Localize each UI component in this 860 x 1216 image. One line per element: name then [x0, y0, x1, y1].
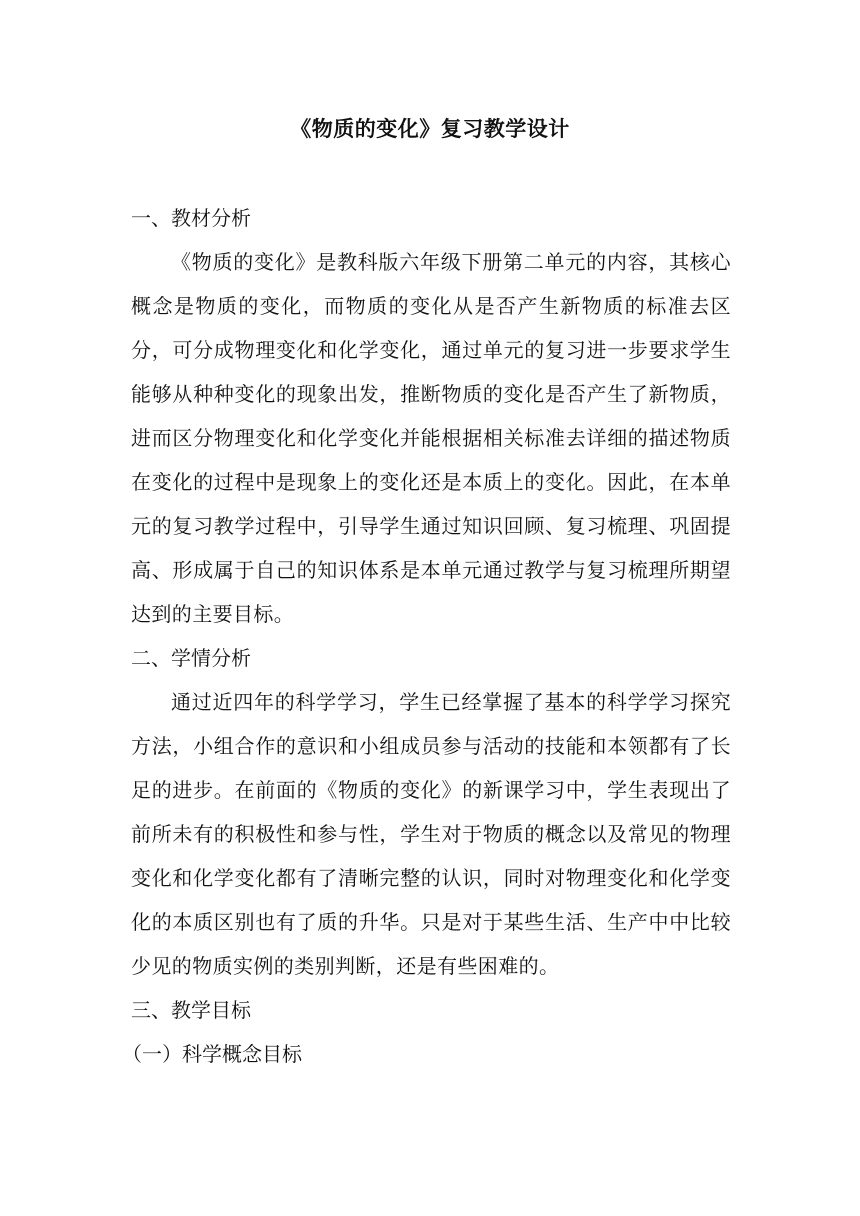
section-heading-textbook-analysis: 一、教材分析	[131, 206, 251, 230]
section-paragraph-learner-analysis: 通过近四年的科学学习，学生已经掌握了基本的科学学习探究方法，小组合作的意识和小组成员参与活动的技能和本领都有了长足的进步。在前面的《物质的变化》的新课学习中，学生表现出了前所未有的积极性和参与性，学生对于物质的概念以及常见的物理变化和化学变化都有了清晰完整的认识，同时对物理变化和化学变化的本质区别也有了质的升华。只是对于某些生活、生产中中比较少见的物质实例的类别判断，还是有些困难的。	[131, 690, 731, 978]
section-paragraph-textbook-analysis: 《物质的变化》是教科版六年级下册第二单元的内容，其核心概念是物质的变化，而物质的变化从是否产生新物质的标准去区分，可分成物理变化和化学变化，通过单元的复习进一步要求学生能够从种种变化的现象出发，推断物质的变化是否产生了新物质，进而区分物理变化和化学变化并能根据相关标准去详细的描述物质在变化的过程中是现象上的变化还是本质上的变化。因此，在本单元的复习教学过程中，引导学生通过知识回顾、复习梳理、巩固提高、形成属于自己的知识体系是本单元通过教学与复习梳理所期望达到的主要目标。	[131, 250, 731, 626]
section-heading-teaching-goals: 三、教学目标	[131, 998, 251, 1022]
subsection-heading-science-concept-goals: （一）科学概念目标	[122, 1042, 302, 1066]
document-body	[122, 196, 731, 1076]
document-title: 《物质的变化》复习教学设计	[290, 116, 570, 141]
section-heading-learner-analysis: 二、学情分析	[131, 646, 251, 670]
